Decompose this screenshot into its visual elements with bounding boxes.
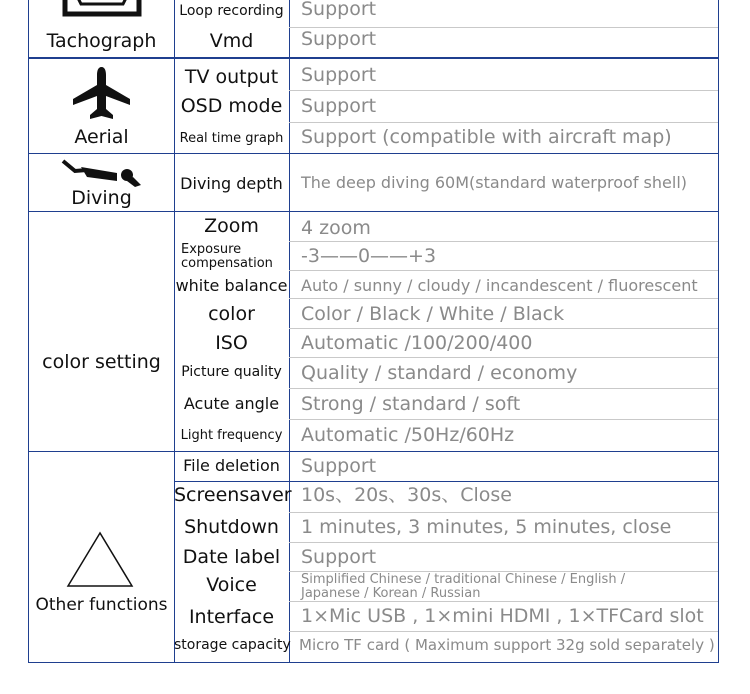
section-other-functions bbox=[28, 451, 719, 663]
spec-label: Exposure compensation bbox=[181, 242, 273, 271]
spec-label: File deletion bbox=[183, 456, 280, 475]
category-label: color setting bbox=[42, 351, 161, 373]
spec-label: Voice bbox=[206, 574, 257, 596]
spec-label: Shutdown bbox=[184, 516, 279, 538]
spec-value: Support bbox=[301, 28, 377, 50]
spec-label: Vmd bbox=[209, 30, 254, 52]
category-label: Tachograph bbox=[46, 30, 157, 52]
diver-icon bbox=[29, 157, 174, 187]
car-icon bbox=[29, 0, 174, 24]
category-label: Aerial bbox=[74, 126, 129, 148]
spec-value: Automatic /50Hz/60Hz bbox=[301, 424, 515, 446]
spec-label: color bbox=[208, 303, 255, 325]
category-label: Other functions bbox=[35, 595, 168, 615]
spec-label: Interface bbox=[188, 606, 275, 628]
spec-label: Date label bbox=[182, 546, 281, 568]
spec-label: ISO bbox=[215, 332, 248, 354]
spec-label: Loop recording bbox=[179, 3, 284, 19]
spec-value: 1 minutes, 3 minutes, 5 minutes, close bbox=[301, 516, 672, 538]
spec-label: storage capacity bbox=[174, 637, 291, 653]
spec-value: Simplified Chinese / traditional Chinese / English / Japanese / Korean / Russian bbox=[301, 572, 626, 601]
spec-value: Support (compatible with aircraft map) bbox=[301, 126, 672, 148]
spec-value: Automatic /100/200/400 bbox=[301, 332, 533, 354]
section-tachograph bbox=[28, 0, 719, 58]
spec-value: Auto / sunny / cloudy / incandescent / fluorescent bbox=[301, 276, 698, 295]
spec-value: Color / Black / White / Black bbox=[301, 303, 565, 325]
airplane-icon bbox=[29, 65, 174, 121]
spec-label: OSD mode bbox=[180, 95, 283, 117]
spec-value: Support bbox=[301, 546, 377, 568]
section-aerial bbox=[28, 58, 719, 154]
spec-label: Diving depth bbox=[180, 174, 283, 193]
spec-label: Light frequency bbox=[180, 428, 283, 443]
spec-value: 4 zoom bbox=[301, 217, 371, 239]
triangle-icon bbox=[29, 531, 174, 589]
spec-label: white balance bbox=[175, 276, 288, 295]
spec-value: Support bbox=[301, 95, 377, 117]
spec-value: The deep diving 60M(standard waterproof shell) bbox=[301, 173, 688, 192]
spec-value: 1×Mic USB , 1×mini HDMI , 1×TFCard slot bbox=[301, 605, 704, 627]
spec-value: Quality / standard / economy bbox=[301, 362, 578, 384]
spec-label: Picture quality bbox=[181, 364, 282, 380]
spec-label: TV output bbox=[184, 66, 279, 88]
spec-value: -3——0——+3 bbox=[301, 245, 437, 267]
spec-label: Screensaver bbox=[174, 484, 292, 506]
spec-value: Micro TF card ( Maximum support 32g sold separately ) bbox=[299, 636, 715, 654]
spec-label: Real time graph bbox=[179, 131, 284, 146]
spec-value: Support bbox=[301, 0, 377, 20]
spec-value: Support bbox=[301, 455, 377, 477]
spec-label: Zoom bbox=[204, 215, 259, 237]
spec-value: 10s、20s、30s、Close bbox=[301, 484, 512, 506]
section-diving bbox=[28, 153, 719, 212]
section-color-setting bbox=[28, 211, 719, 452]
spec-label: Acute angle bbox=[183, 394, 280, 413]
spec-value: Support bbox=[301, 64, 377, 86]
spec-value: Strong / standard / soft bbox=[301, 393, 521, 415]
category-label: Diving bbox=[71, 187, 132, 209]
